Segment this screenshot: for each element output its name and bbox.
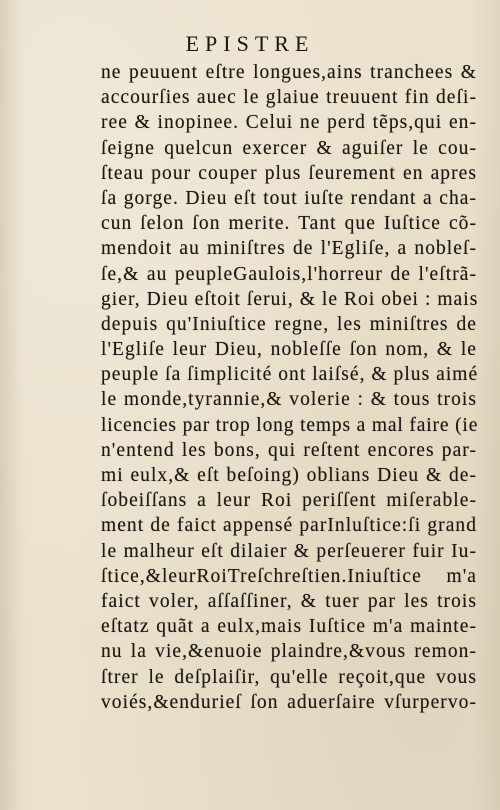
text-line: nu la vie,&enuoie plaindre,&vous remon- xyxy=(101,641,477,663)
text-line: voiés,&endurieſ ſon aduerſaire vſurpervo- xyxy=(101,691,477,713)
text-line: mendoit au miniſtres de l'Egliſe, a nobleſ- xyxy=(101,238,477,260)
text-line: peuple ſa ſimplicité ont laiſsé, & plus aimé xyxy=(101,364,479,386)
text-line: le malheur eſt dilaier & perſeuerer fuir Iu- xyxy=(101,540,477,562)
text-line: ſtrer le deſplaiſir, qu'elle reçoit,que vous xyxy=(101,666,477,688)
running-head: EPISTRE xyxy=(185,31,315,56)
text-line: gier, Dieu eſtoit ſerui, & le Roi obei : mais xyxy=(101,288,479,310)
text-line: ne peuuent eſtre longues,ains tranchees & xyxy=(101,62,477,83)
text-line: faict voler, aſſaſſiner, & tuer par les trois xyxy=(101,590,477,612)
page-gutter-shadow xyxy=(0,0,22,810)
text-line: le monde,tyrannie,& volerie : & tous trois xyxy=(101,389,477,411)
text-line: n'entend les bons, qui reſtent encores par- xyxy=(101,439,477,461)
text-line: eſtatz quãt a eulx,mais Iuſtice m'a mainte- xyxy=(101,616,477,638)
text-line: ſeigne quelcun exercer & aguiſer le cou- xyxy=(101,137,477,159)
body-text xyxy=(101,60,477,715)
text-line: ment de faict appensé parInluſtice:ſi grand xyxy=(101,515,477,537)
text-line: depuis qu'Iniuſtice regne, les miniſtres de xyxy=(101,313,477,335)
text-line: cun ſelon ſon merite. Tant que Iuſtice cõ- xyxy=(101,213,477,235)
text-line: accourſies auec le glaiue treuuent fin deſi- xyxy=(101,87,477,109)
text-line: ſa gorge. Dieu eſt tout iuſte rendant a cha- xyxy=(101,187,477,209)
text-line: l'Egliſe leur Dieu, nobleſſe ſon nom, & le xyxy=(101,339,477,361)
text-line: mi eulx,& eſt beſoing) oblians Dieu & de- xyxy=(101,465,477,486)
text-line: ree & inopinee. Celui ne perd tẽps,qui en- xyxy=(101,112,477,134)
text-line: ſteau pour couper plus ſeurement en apres xyxy=(101,162,477,184)
text-line: ſe,& au peupleGaulois,l'horreur de l'eſtrã- xyxy=(101,263,477,285)
text-line: ſtice,&leurRoiTreſchreſtien.Iniuſtice m'a xyxy=(101,565,477,587)
text-line: licencies par trop long temps a mal faire (ie xyxy=(101,414,479,436)
text-line: ſobeiſſans a leur Roi periſſent miſerable- xyxy=(101,490,477,512)
